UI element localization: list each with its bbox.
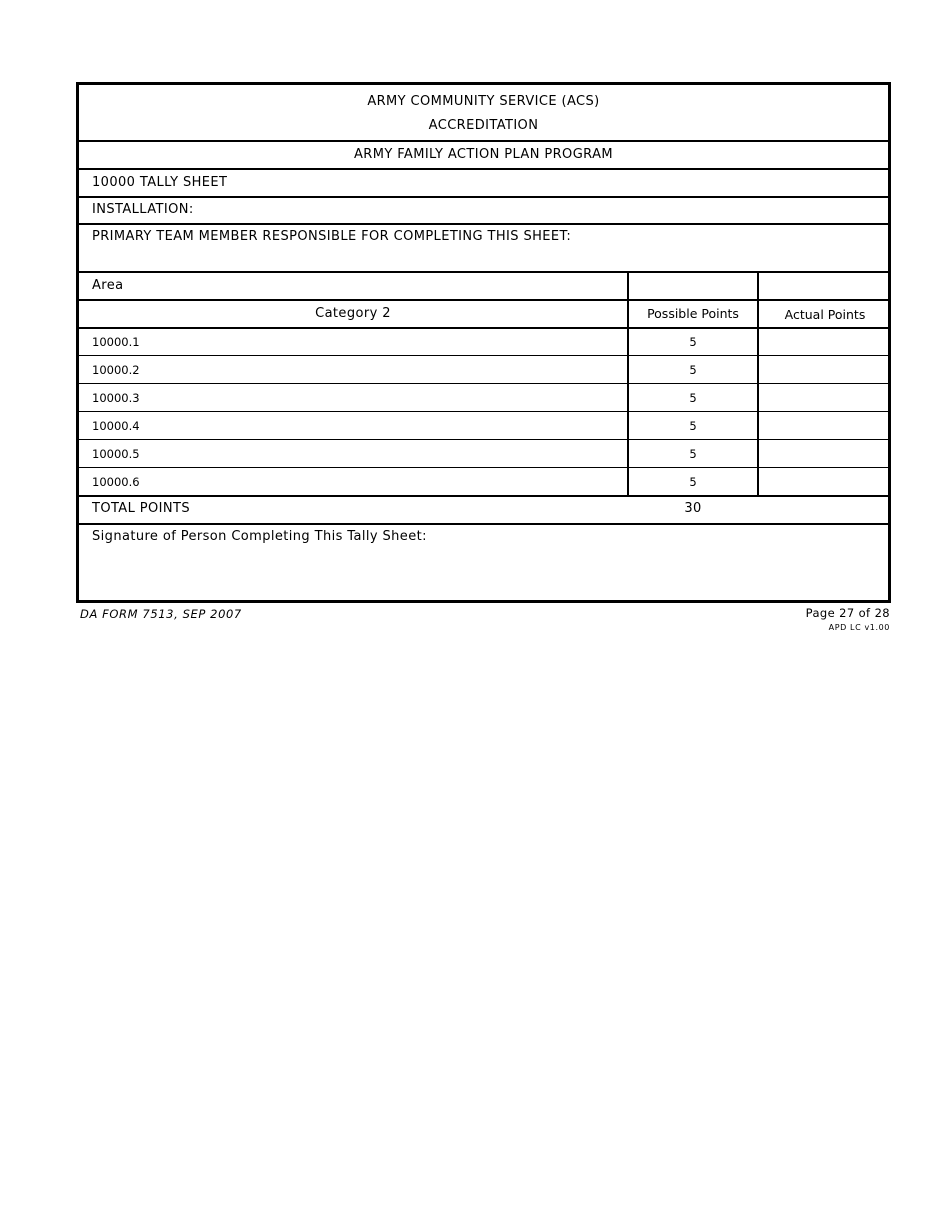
form-title-line2: ACCREDITATION [428,118,539,133]
responsible-member-label: PRIMARY TEAM MEMBER RESPONSIBLE FOR COMPLETING THIS SHEET: [92,229,572,244]
area-label: Area [92,278,124,293]
total-points-label: TOTAL POINTS [92,501,190,516]
row-id: 10000.5 [92,447,140,461]
row-possible-points: 5 [689,447,697,461]
divider [79,223,888,225]
actual-points-header: Actual Points [784,307,866,322]
total-points-value: 30 [684,501,702,516]
row-possible-points: 5 [689,391,697,405]
page-number: Page 27 of 28 [805,606,890,620]
divider [79,299,888,301]
row-id: 10000.6 [92,475,140,489]
form-id: DA FORM 7513, SEP 2007 [80,607,242,621]
column-divider [627,271,629,495]
installation-label: INSTALLATION: [92,202,194,217]
divider [79,271,888,273]
program-name: ARMY FAMILY ACTION PLAN PROGRAM [354,147,613,162]
column-divider [757,271,759,495]
sheet-title: 10000 TALLY SHEET [92,175,228,190]
divider [79,196,888,198]
category-header: Category 2 [315,306,391,321]
row-id: 10000.4 [92,419,140,433]
row-possible-points: 5 [689,475,697,489]
row-possible-points: 5 [689,363,697,377]
form-title-line1: ARMY COMMUNITY SERVICE (ACS) [367,94,600,109]
divider [79,523,888,525]
version-label: APD LC v1.00 [828,623,890,632]
divider [79,140,888,142]
row-actual-points-field[interactable] [759,412,891,438]
row-actual-points-field[interactable] [759,384,891,410]
row-actual-points-field[interactable] [759,328,891,354]
row-possible-points: 5 [689,419,697,433]
signature-field[interactable] [79,547,888,597]
row-actual-points-field[interactable] [759,440,891,466]
possible-points-header: Possible Points [647,306,739,321]
divider [79,495,888,497]
row-id: 10000.3 [92,391,140,405]
signature-label: Signature of Person Completing This Tally Sheet: [92,529,427,544]
row-actual-points-field[interactable] [759,468,891,494]
row-actual-points-field[interactable] [759,356,891,382]
divider [79,168,888,170]
row-id: 10000.2 [92,363,140,377]
row-id: 10000.1 [92,335,140,349]
tally-sheet-form [76,82,891,603]
row-possible-points: 5 [689,335,697,349]
